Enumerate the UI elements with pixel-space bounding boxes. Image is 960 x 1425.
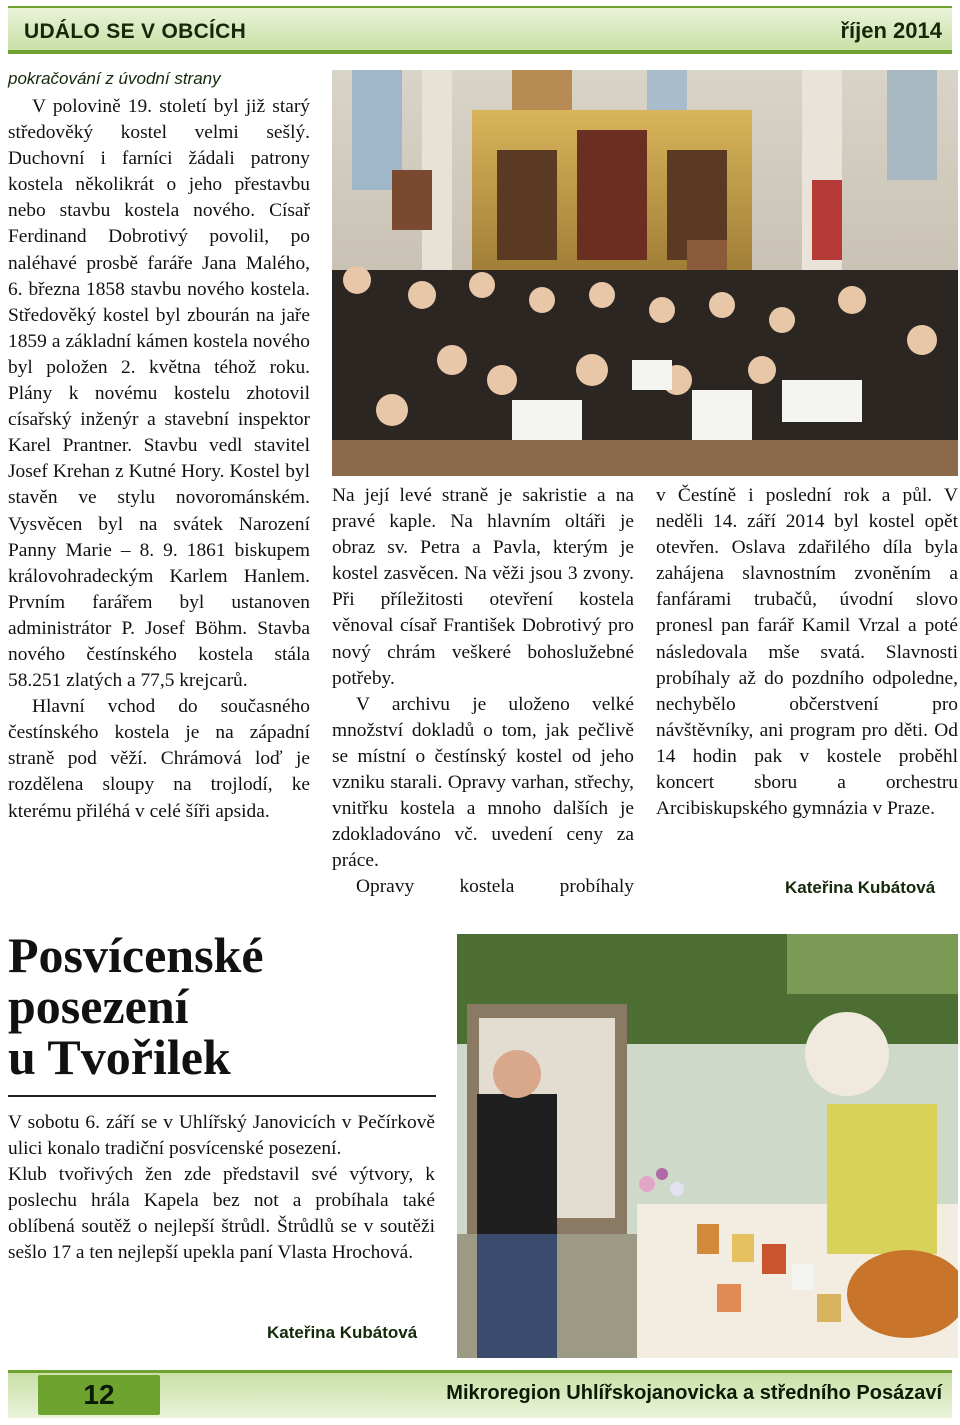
article2-title-line-1: Posvícenské [8,927,264,983]
article2-title-line-2: posezení [8,978,189,1034]
article1-col1-paragraph-1: V polovině 19. století byl již starý středověký kostel velmi sešlý. Duchovní i farníci žádali patrony kostela několikrát o jeho přestavbu nebo stavbu kostela nového. Císař Ferdinand Dobrotivý povolil, po naléhavé prosbě faráře Jana Malého, 6. března 1858 stavbu nového kostela. Středověký kostel byl zbourán na jaře 1859 a základní kámen kostela nového byl položen 2. května téhož roku. Plány k novému kostelu zhotovil císařský inženýr a stavební inspektor Karel Prantner. Stavbu vedl stavitel Josef Krehan z Kutné Hory. Kostel byl stavěn ve stylu novorománském. Vysvěcen byl na svátek Narození Panny Marie – 8. 9. 1861 biskupem královohradeckým Karlem Hanlem. Prvním farářem byl ustanoven administrátor P. Josef Böhm. Stavba nového čestínského kostela stála 58.251 zlatých a 77,5 krejcarů. [8,96,310,692]
article1-col1-paragraph-2: Hlavní vchod do současného čestínského kostela je na západní straně pod věží. Chrámová loď je rozdělena sloupy na trojlodí, ke kterému přiléhá v celé šíři apsida. [8,696,310,822]
footer-region-name: Mikroregion Uhlířskojanovicka a středního Posázaví [446,1382,942,1404]
continuation-kicker: pokračování z úvodní strany [8,69,221,88]
section-title: UDÁLO SE V OBCÍCH [24,20,247,43]
craft-fair-photo [457,934,958,1358]
page-footer [8,1370,952,1418]
article2-paragraph-2: Klub tvořivých žen zde představil své výtvory, k poslechu hrála Kapela bez not a probíhala také oblíbená soutěž o nejlepší štrůdl. Štrůdlů se v soutěži sešlo 17 a ten nejlepší upekla paní Vlasta Hrochová. [8,1164,435,1264]
article1-col2-paragraph-3: Opravy kostela probíhaly [356,876,634,898]
article2-title-line-3: u Tvořilek [8,1029,231,1085]
article1-col2-paragraph-1: Na její levé straně je sakristie a na pravé kaple. Na hlavním oltáři je obraz sv. Petra a Pavla, kterým je kostel zasvěcen. Na věži jsou 3 zvony. Při příležitosti otevření kostela věnoval císař František Dobrotivý pro nový chrám veškeré bohoslužebné potřeby. [332,485,634,689]
article2-paragraph-1: V sobotu 6. září se v Uhlířský Janovicích v Pečírkově ulici konalo tradiční posvícenské posezení. [8,1112,435,1160]
church-concert-photo [332,70,958,476]
page-number: 12 [38,1375,160,1415]
page-header [8,8,952,54]
article1-column-2 [332,483,634,901]
article1-author: Kateřina Kubátová [785,878,936,897]
issue-date: říjen 2014 [840,18,942,43]
article2-title [8,927,438,1085]
article1-col2-paragraph-2: V archivu je uloženo velké množství dokladů o tom, jak pečlivě se místní o čestínský kostel od jeho vzniku starali. Opravy varhan, střechy, vnitřku kostela a mnoho dalších je zdokladováno vč. uvedení ceny za práce. [332,693,634,872]
article2-title-rule [8,1095,436,1097]
article2-body [8,1110,435,1267]
article1-col3-paragraph-1: v Čestíně i poslední rok a půl. V neděli 14. září 2014 byl kostel opět otevřen. Oslava zdařilého díla byla zahájena slavnostním zvoněním a fanfárami trubačů, úvodní slovo pronesl pan farář Kamil Vrzal a poté následovala mše svatá. Slavnosti probíhaly až do pozdního odpoledne, nechybělo občerstvení pro návštěvníky, ani program pro děti. Od 14 hodin pak v kostele proběhl koncert sboru a orchestru Arcibiskupského gymnázia v Praze. [656,485,958,820]
article1-column-1 [8,68,310,825]
article2-author: Kateřina Kubátová [267,1323,418,1342]
article1-column-3 [656,483,958,822]
